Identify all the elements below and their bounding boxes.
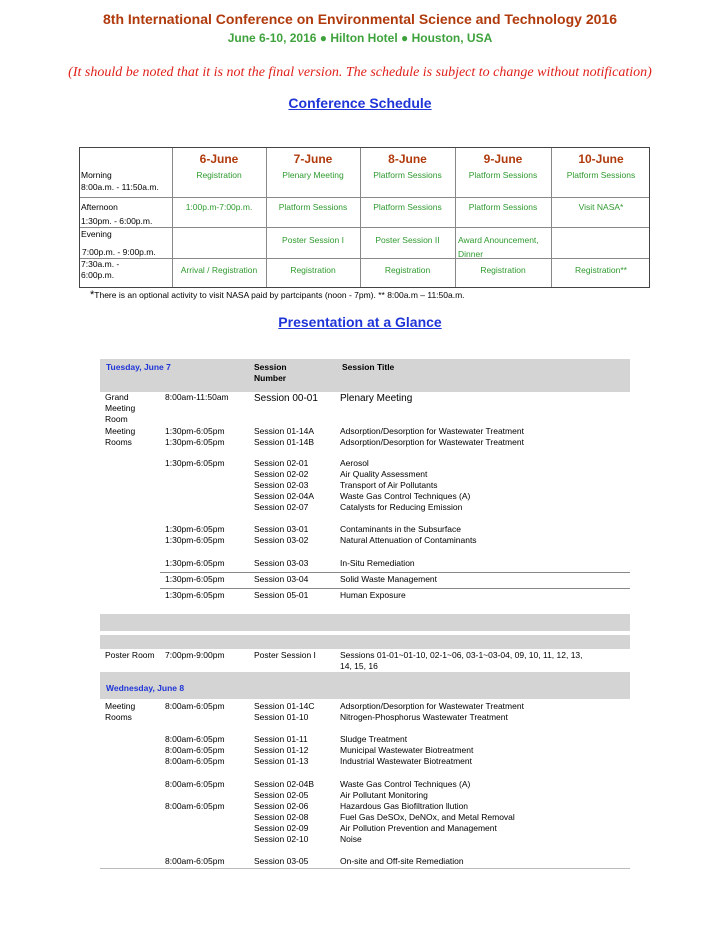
- session-title: Industrial Wastewater Biotreatment: [340, 756, 472, 766]
- session-time: 8:00am-6:05pm: [165, 801, 225, 811]
- conference-title: 8th International Conference on Environmental Science and Technology 2016: [103, 11, 617, 27]
- day-header: 8-June: [388, 152, 427, 166]
- room-label: Meeting Rooms: [105, 701, 136, 722]
- session-title: Hazardous Gas Biofiltration llution: [340, 801, 469, 811]
- session-title: 14, 15, 16: [340, 661, 378, 671]
- session-number: Session 01-12: [254, 745, 309, 755]
- schedule-cell: Platform Sessions: [566, 170, 636, 180]
- disclaimer-note: (It should be noted that it is not the final version. The schedule is subject to change without notification): [68, 65, 652, 80]
- day-label-wednesday: Wednesday, June 8: [106, 683, 185, 693]
- session-title: Waste Gas Control Techniques (A): [340, 779, 471, 789]
- day-header: 9-June: [483, 152, 523, 166]
- conference-subtitle: June 6-10, 2016 ● Hilton Hotel ● Houston, USA: [227, 31, 493, 45]
- session-title: Adsorption/Desorption for Wastewater Treatment: [340, 701, 524, 711]
- row-time-evening: 7:00p.m. - 9:00p.m.: [82, 247, 156, 257]
- row-label-evening: Evening: [81, 229, 112, 239]
- session-time: 8:00am-6:05pm: [165, 779, 225, 789]
- session-number: Poster Session I: [254, 650, 316, 660]
- day-header: 6-June: [199, 152, 239, 166]
- session-title: In-Situ Remediation: [340, 558, 415, 568]
- session-number: Session 01-11: [254, 734, 308, 744]
- session-title: On-site and Off-site Remediation: [340, 856, 464, 866]
- schedule-table: [79, 147, 650, 288]
- session-time: 1:30pm-6:05pm: [165, 524, 225, 534]
- schedule-cell: Registration: [196, 170, 242, 180]
- session-title: Human Exposure: [340, 590, 406, 600]
- session-title: Waste Gas Control Techniques (A): [340, 491, 471, 501]
- session-time: 8:00am-6:05pm: [165, 756, 225, 766]
- row-label-arrival: 7:30a.m. -: [81, 259, 120, 269]
- glance-heading: Presentation at a Glance: [278, 314, 442, 330]
- row-label-morning: Morning: [81, 170, 112, 180]
- session-number: Session 03-01: [254, 524, 309, 534]
- session-title: Fuel Gas DeSOx, DeNOx, and Metal Removal: [340, 812, 515, 822]
- session-number: Session 01-14C: [254, 701, 315, 711]
- room-label: Poster Room: [105, 650, 155, 660]
- session-time: 1:30pm-6:05pm: [165, 437, 225, 447]
- session-title: Aerosol: [340, 458, 369, 468]
- session-number: Session 01-14A: [254, 426, 315, 436]
- schedule-cell: Poster Session I: [282, 235, 344, 245]
- session-title: Contaminants in the Subsurface: [340, 524, 461, 534]
- row-time-afternoon: 1:30pm. - 6:00p.m.: [81, 216, 153, 226]
- col-header-session-number: Session Number: [254, 362, 287, 383]
- session-time: 1:30pm-6:05pm: [165, 558, 225, 568]
- session-number: Session 03-03: [254, 558, 309, 568]
- session-number: Session 02-02: [254, 469, 309, 479]
- room-label: Meeting Rooms: [105, 426, 136, 447]
- session-number: Session 02-04A: [254, 491, 315, 501]
- session-title: Air Pollution Prevention and Management: [340, 823, 497, 833]
- session-time: 8:00am-6:05pm: [165, 745, 225, 755]
- session-title: Solid Waste Management: [340, 574, 438, 584]
- session-time: 8:00am-6:05pm: [165, 701, 225, 711]
- session-number: Session 02-08: [254, 812, 309, 822]
- session-time: 1:30pm-6:05pm: [165, 458, 225, 468]
- session-title: Noise: [340, 834, 362, 844]
- session-title: Nitrogen-Phosphorus Wastewater Treatment: [340, 712, 508, 722]
- session-number: Session 00-01: [254, 393, 318, 404]
- session-time: 1:30pm-6:05pm: [165, 535, 225, 545]
- session-title: Municipal Wastewater Biotreatment: [340, 745, 474, 755]
- day-header: 7-June: [293, 152, 333, 166]
- session-title: Transport of Air Pollutants: [340, 480, 438, 490]
- session-number: Session 01-13: [254, 756, 309, 766]
- session-title: Sludge Treatment: [340, 734, 408, 744]
- session-title: Air Quality Assessment: [340, 469, 428, 479]
- schedule-cell: Registration**: [575, 265, 627, 275]
- session-number: Session 02-03: [254, 480, 309, 490]
- session-number: Session 03-05: [254, 856, 309, 866]
- schedule-cell: 1:00p.m-7:00p.m.: [185, 202, 253, 212]
- schedule-cell: Registration: [480, 265, 526, 275]
- session-number: Session 02-10: [254, 834, 309, 844]
- session-number: Session 02-05: [254, 790, 309, 800]
- session-time: 7:00pm-9:00pm: [165, 650, 225, 660]
- schedule-cell: Visit NASA*: [578, 202, 624, 212]
- schedule-cell: Registration: [290, 265, 336, 275]
- session-time: 8:00am-11:50am: [165, 392, 229, 402]
- schedule-heading: Conference Schedule: [288, 95, 432, 111]
- session-number: Session 03-04: [254, 574, 309, 584]
- row-label-afternoon: Afternoon: [81, 202, 118, 212]
- day-label-tuesday: Tuesday, June 7: [106, 362, 171, 372]
- room-label: Grand Meeting Room: [105, 392, 136, 424]
- glance-table: [100, 359, 630, 879]
- session-number: Session 02-09: [254, 823, 309, 833]
- schedule-cell: Platform Sessions: [468, 170, 538, 180]
- session-title: Sessions 01-01~01-10, 02-1~06, 03-1~03-04, 09, 10, 11, 12, 13,: [340, 650, 583, 660]
- row-time-morning: 8:00a.m. - 11:50a.m.: [81, 182, 159, 192]
- schedule-cell: Arrival / Registration: [180, 265, 258, 275]
- schedule-cell: Platform Sessions: [468, 202, 538, 212]
- session-number: Session 01-14B: [254, 437, 315, 447]
- schedule-cell: Platform Sessions: [373, 170, 442, 180]
- session-title: Plenary Meeting: [340, 393, 413, 404]
- session-title: Adsorption/Desorption for Wastewater Treatment: [340, 437, 524, 447]
- schedule-cell: Registration: [384, 265, 431, 275]
- schedule-footnote: *There is an optional activity to visit NASA paid by partcipants (noon - 7pm). ** 8:00a.m – 11:50a.m.: [90, 289, 465, 301]
- session-number: Session 03-02: [254, 535, 309, 545]
- session-time: 1:30pm-6:05pm: [165, 574, 225, 584]
- col-header-session-title: Session Title: [342, 362, 395, 372]
- session-time: 8:00am-6:05pm: [165, 734, 225, 744]
- session-time: 1:30pm-6:05pm: [165, 590, 225, 600]
- session-number: Session 05-01: [254, 590, 309, 600]
- schedule-cell: Plenary Meeting: [282, 170, 344, 180]
- session-number: Session 02-06: [254, 801, 309, 811]
- session-number: Session 02-04B: [254, 779, 315, 789]
- schedule-cell: Poster Session II: [375, 235, 440, 245]
- row-time-arrival: 6:00p.m.: [81, 270, 115, 280]
- session-number: Session 02-07: [254, 502, 309, 512]
- session-title: Catalysts for Reducing Emission: [340, 502, 463, 512]
- session-title: Adsorption/Desorption for Wastewater Treatment: [340, 426, 524, 436]
- session-number: Session 01-10: [254, 712, 309, 722]
- session-number: Session 02-01: [254, 458, 309, 468]
- day-header: 10-June: [578, 152, 624, 166]
- schedule-cell: Award Anouncement, Dinner: [458, 235, 539, 259]
- session-time: 1:30pm-6:05pm: [165, 426, 225, 436]
- schedule-cell: Platform Sessions: [373, 202, 442, 212]
- schedule-cell: Platform Sessions: [278, 202, 348, 212]
- session-title: Natural Attenuation of Contaminants: [340, 535, 477, 545]
- session-time: 8:00am-6:05pm: [165, 856, 225, 866]
- session-title: Air Pollutant Monitoring: [340, 790, 428, 800]
